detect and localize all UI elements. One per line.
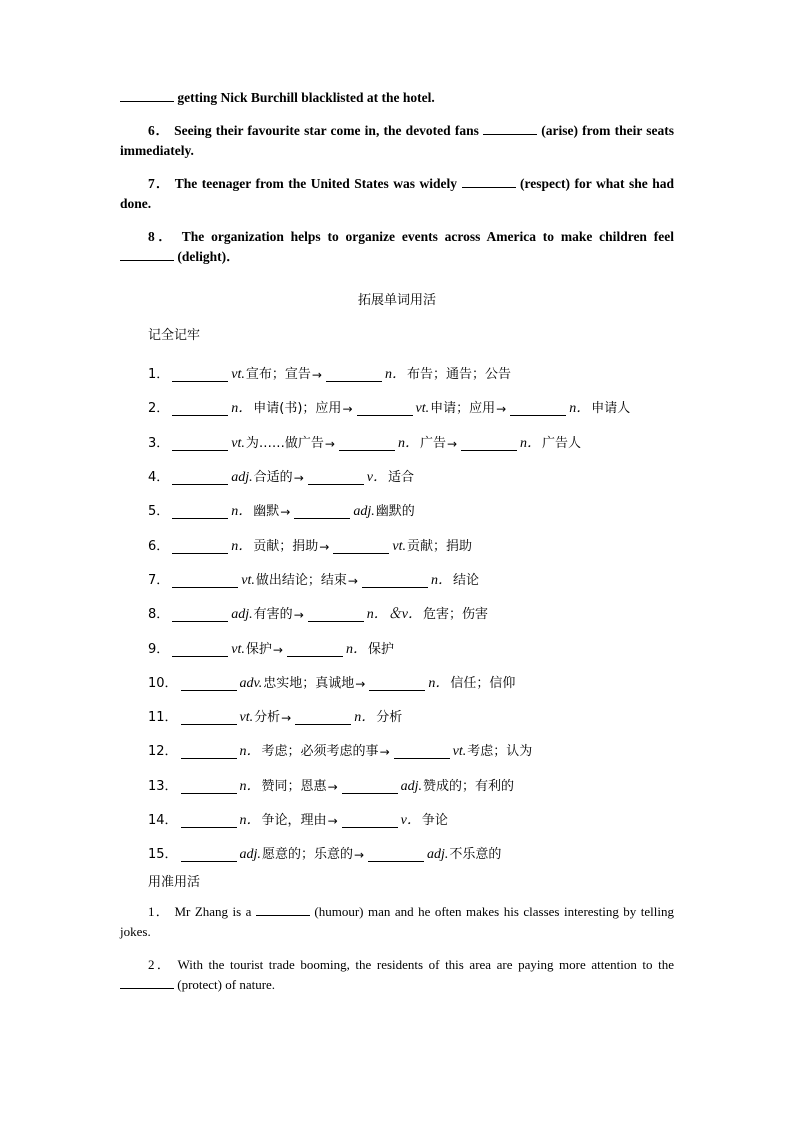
answer-blank[interactable] [368, 848, 424, 862]
answer-blank[interactable] [172, 471, 228, 485]
arrow-icon: → [293, 471, 304, 486]
definition: 为……做广告 [245, 435, 324, 451]
answer-blank[interactable] [172, 368, 228, 382]
part-of-speech: vt. [231, 367, 245, 383]
answer-blank[interactable] [256, 902, 310, 916]
question-6: 6． Seeing their favourite star come in, the devoted fans (arise) from their seats immediately. [120, 123, 675, 158]
part-of-speech: adj. [427, 847, 449, 863]
answer-blank[interactable] [181, 780, 237, 794]
definition: 有害的 [253, 607, 293, 623]
definition: 申请；应用 [430, 401, 496, 417]
question-8: 8． The organization helps to organize events across America to make children feel (delight)． [120, 227, 674, 267]
answer-blank[interactable] [342, 780, 398, 794]
item-number: 15． [148, 847, 178, 863]
arrow-icon: → [347, 573, 358, 588]
part-of-speech: n． [345, 641, 367, 657]
item-number: 12． [148, 744, 178, 760]
answer-blank[interactable] [362, 574, 428, 588]
definition: 赞成的；有利的 [423, 778, 515, 794]
arrow-icon: → [327, 814, 338, 828]
part-of-speech: n． [569, 401, 591, 417]
arrow-icon: → [355, 676, 366, 691]
item-number: 7． [148, 572, 170, 588]
definition: 保护 [367, 641, 394, 657]
vocab-item [148, 529, 688, 563]
answer-blank[interactable] [326, 368, 382, 382]
part-of-speech: n． [231, 504, 253, 520]
part-of-speech: adj. [231, 607, 253, 623]
part-of-speech: n． [397, 435, 419, 451]
definition: 广告 [419, 435, 446, 451]
vocab-item [148, 495, 688, 529]
vocab-item [148, 632, 688, 666]
arrow-icon: → [293, 608, 304, 623]
arrow-icon: → [353, 848, 365, 863]
answer-blank[interactable] [120, 247, 174, 261]
definition: 幽默 [253, 504, 280, 520]
arrow-icon: → [319, 539, 330, 554]
part-of-speech: n． [239, 778, 261, 794]
part-of-speech: vt. [452, 744, 467, 760]
item-number: 14． [148, 813, 178, 828]
item-number: 1． [148, 367, 170, 383]
arrow-icon: → [324, 436, 335, 451]
vocab-item [148, 427, 688, 461]
definition: 幽默的 [375, 504, 415, 520]
usage-questions [120, 902, 674, 995]
answer-blank[interactable] [339, 437, 395, 451]
answer-blank[interactable] [172, 402, 228, 416]
part-of-speech: vt. [392, 538, 406, 554]
part-of-speech: vt. [231, 435, 245, 451]
answer-blank[interactable] [172, 574, 238, 588]
arrow-icon: → [280, 505, 291, 520]
answer-blank[interactable] [308, 471, 364, 485]
part-of-speech: n． [430, 572, 452, 588]
part-of-speech: adj. [239, 847, 261, 863]
answer-blank[interactable] [287, 643, 343, 657]
arrow-icon: → [342, 402, 353, 417]
part-of-speech: v． [400, 813, 421, 828]
arrow-icon: → [379, 745, 390, 760]
answer-blank[interactable] [510, 402, 566, 416]
worksheet-page [120, 88, 675, 992]
part-of-speech: vt. [241, 572, 255, 588]
vocab-item [148, 358, 688, 392]
question-5-tail: getting Nick Burchill blacklisted at the hotel. [120, 88, 674, 108]
definition: 合适的 [253, 470, 293, 486]
definition: 贡献；捐助 [406, 538, 472, 554]
vocab-item [148, 392, 688, 426]
question-7: 7． The teenager from the United States was widely (respect) for what she had done. [120, 176, 674, 211]
part-of-speech: n．＆v． [366, 607, 422, 623]
definition: 考虑；必须考虑的事 [261, 744, 379, 760]
part-of-speech: n． [384, 367, 406, 383]
item-number: 8． [148, 607, 170, 623]
arrow-icon: → [311, 368, 322, 383]
definition: 做出结论；结束 [255, 572, 347, 588]
vocab-item [148, 701, 688, 735]
answer-blank[interactable] [120, 975, 174, 989]
definition: 赞同；恩惠 [261, 778, 327, 794]
item-number: 13． [148, 778, 178, 794]
answer-blank[interactable] [172, 505, 228, 519]
definition: 愿意的；乐意的 [261, 847, 353, 863]
part-of-speech: adv. [239, 675, 263, 691]
vocab-item [148, 735, 688, 769]
usage-question-2: 2． With the tourist trade booming, the residents of this area are paying more attention to the (protect) of nature. [120, 955, 674, 995]
definition: 忠实地；真诚地 [263, 675, 355, 691]
arrow-icon: → [281, 711, 292, 726]
item-number: 11． [148, 710, 178, 726]
part-of-speech: adj. [231, 470, 253, 486]
item-number: 5． [148, 504, 170, 520]
part-of-speech: vt. [231, 641, 245, 657]
item-number: 2． [148, 401, 170, 417]
answer-blank[interactable] [172, 608, 228, 622]
answer-blank[interactable] [120, 88, 174, 102]
answer-blank[interactable] [181, 848, 237, 862]
vocab-item [148, 564, 688, 598]
answer-blank[interactable] [294, 505, 350, 519]
answer-blank[interactable] [462, 174, 516, 188]
definition: 考虑；认为 [467, 744, 533, 760]
usage-question-1: 1． Mr Zhang is a (humour) man and he often makes his classes interesting by telling jokes. [120, 904, 675, 939]
item-number: 3． [148, 435, 170, 451]
part-of-speech: n． [231, 401, 253, 417]
part-of-speech: vt. [239, 710, 254, 726]
answer-blank[interactable] [172, 437, 228, 451]
definition: 分析 [254, 710, 281, 726]
answer-blank[interactable] [333, 540, 389, 554]
part-of-speech: v． [366, 470, 387, 486]
answer-blank[interactable] [295, 711, 351, 725]
part-of-speech: vt. [415, 401, 430, 417]
arrow-icon: → [272, 642, 283, 657]
item-number: 6． [148, 538, 170, 554]
item-number: 10． [148, 675, 178, 691]
definition: 广告人 [542, 435, 582, 451]
part-of-speech: n． [239, 744, 261, 760]
answer-blank[interactable] [461, 437, 517, 451]
answer-blank[interactable] [181, 711, 237, 725]
arrow-icon: → [446, 436, 458, 451]
definition: 适合 [387, 470, 414, 486]
remember-heading: 记全记牢 [148, 328, 201, 343]
definition: 分析 [376, 710, 403, 726]
vocab-item [148, 838, 688, 872]
arrow-icon: → [327, 779, 338, 794]
vocab-item [148, 667, 688, 701]
answer-blank[interactable] [394, 745, 450, 759]
part-of-speech: n． [520, 435, 542, 451]
vocab-list [148, 358, 688, 872]
answer-blank[interactable] [181, 677, 237, 691]
arrow-icon: → [496, 402, 507, 417]
definition: 申请人 [591, 401, 631, 417]
vocab-item [148, 461, 688, 495]
answer-blank[interactable] [181, 745, 237, 759]
part-of-speech: adj. [353, 504, 375, 520]
usage-heading: 用准用活 [148, 875, 201, 890]
item-number: 9． [148, 641, 170, 657]
part-of-speech: n． [231, 538, 253, 554]
answer-blank[interactable] [308, 608, 364, 622]
answer-blank[interactable] [172, 540, 228, 554]
section-title: 拓展单词用活 [357, 293, 436, 308]
answer-blank[interactable] [357, 402, 413, 416]
answer-blank[interactable] [483, 121, 537, 135]
answer-blank[interactable] [369, 677, 425, 691]
definition: 宣布；宣告 [245, 367, 311, 383]
definition: 结论 [452, 572, 479, 588]
answer-blank[interactable] [172, 643, 228, 657]
part-of-speech: n． [239, 813, 261, 828]
definition: 布告；通告；公告 [406, 367, 511, 383]
item-number: 4． [148, 470, 170, 486]
definition: 保护 [245, 641, 272, 657]
definition: 争论 [421, 813, 448, 828]
vocab-item [148, 598, 688, 632]
definition: 危害；伤害 [422, 607, 488, 623]
definition: 申请(书)；应用 [253, 401, 342, 417]
definition: 贡献；捐助 [253, 538, 319, 554]
definition: 争论，理由 [261, 813, 327, 828]
part-of-speech: n． [354, 710, 376, 726]
vocab-item [148, 770, 688, 804]
definition: 不乐意的 [449, 847, 502, 863]
vocab-item [148, 804, 688, 838]
answer-blank[interactable] [342, 814, 398, 828]
part-of-speech: n． [428, 675, 450, 691]
definition: 信任；信仰 [450, 675, 516, 691]
answer-blank[interactable] [181, 814, 237, 828]
part-of-speech: adj. [400, 778, 423, 794]
